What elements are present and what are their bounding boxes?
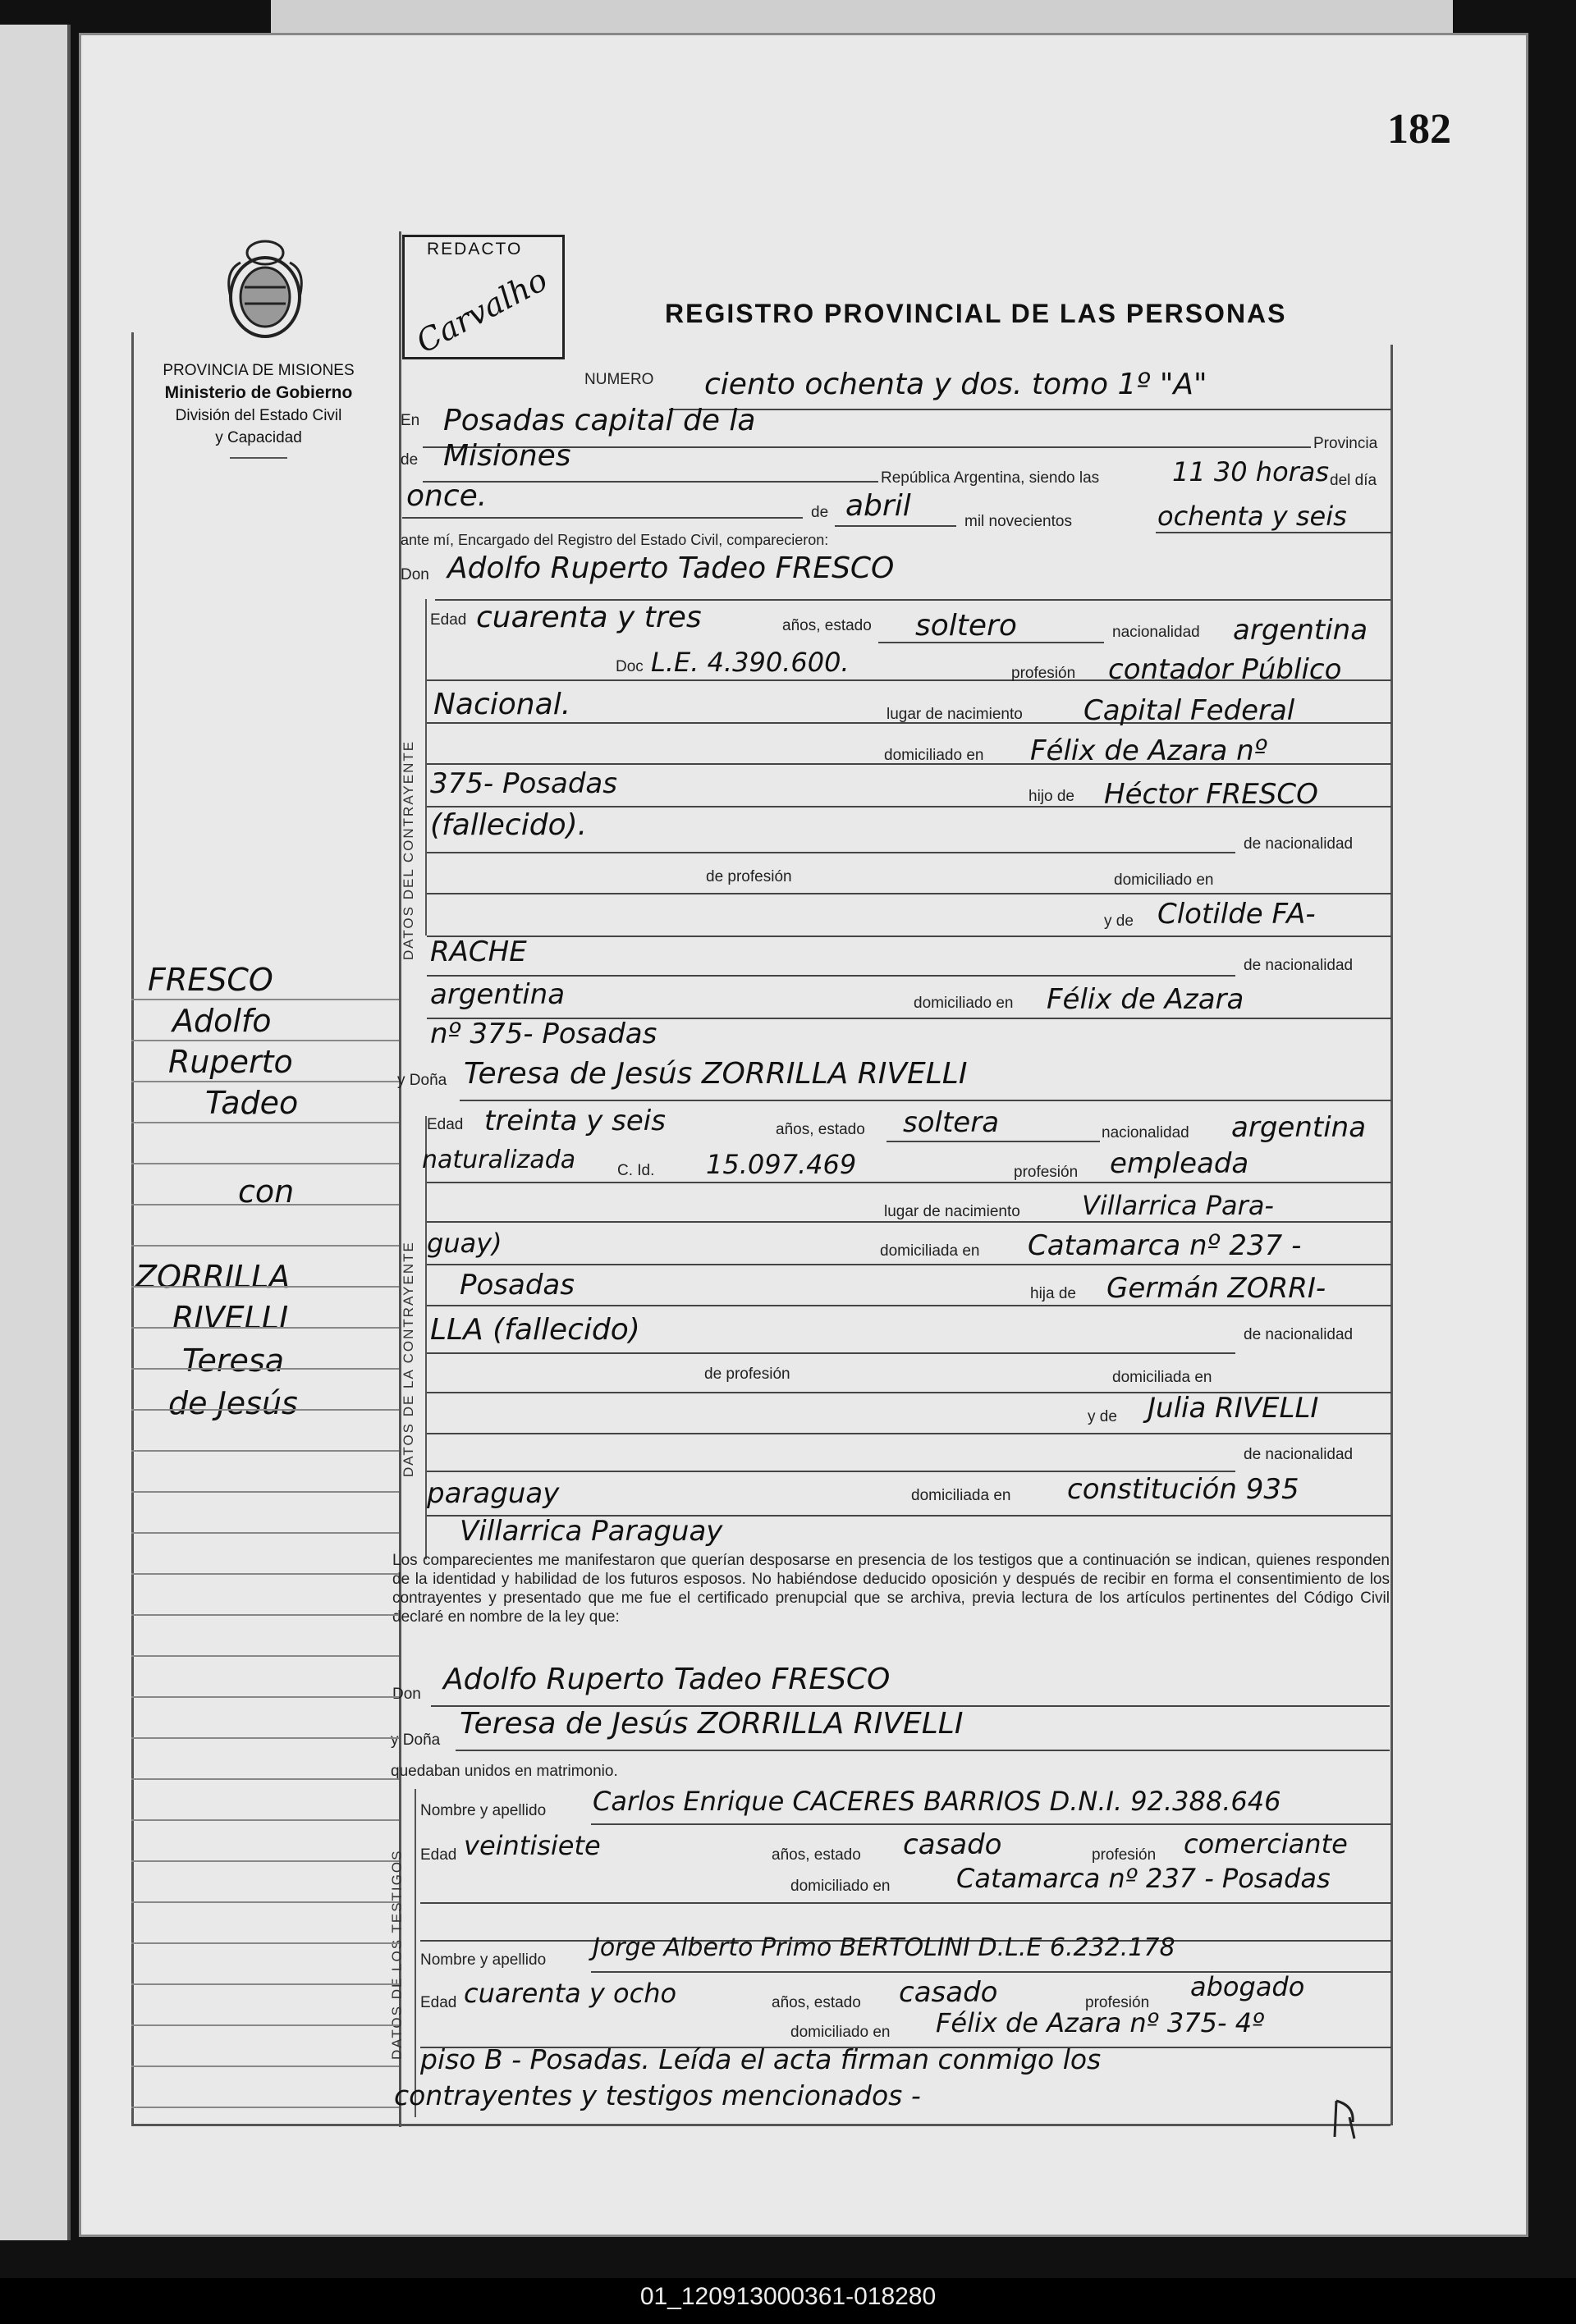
margin-line-3: Ruperto bbox=[168, 1044, 293, 1080]
de-label-2: de bbox=[811, 504, 829, 521]
margin-line-8: Teresa bbox=[182, 1343, 284, 1379]
profesion-label: profesión bbox=[1011, 665, 1076, 682]
rule bbox=[427, 1471, 1235, 1472]
testigo2-domicilio: Félix de Azara nº 375- 4º bbox=[936, 2007, 1265, 2038]
testigo2-domiciliado-label: domiciliado en bbox=[790, 2024, 891, 2041]
de-nacionalidad-label-3: de nacionalidad bbox=[1244, 1326, 1354, 1343]
de-profesion-label-2: de profesión bbox=[704, 1366, 790, 1383]
anios-estado-label: años, estado bbox=[782, 617, 872, 634]
rule bbox=[835, 525, 956, 527]
contrayente1-padre-cont: (fallecido). bbox=[430, 808, 588, 842]
contrayente2-lugar-cont: guay) bbox=[427, 1228, 502, 1259]
contrayente1-doc: L.E. 4.390.600. bbox=[651, 647, 850, 678]
union-dona-label: y Doña bbox=[391, 1732, 441, 1749]
testigo1-domiciliado-label: domiciliado en bbox=[790, 1878, 891, 1895]
rule bbox=[427, 1352, 1235, 1354]
contrayente2-padre-cont: LLA (fallecido) bbox=[430, 1313, 640, 1347]
rule bbox=[427, 852, 1235, 853]
closing-line-1: piso B - Posadas. Leída el acta firman conmigo los bbox=[420, 2043, 1102, 2075]
profesion-label-2: profesión bbox=[1014, 1164, 1079, 1181]
testigo2-edad-label: Edad bbox=[420, 1994, 457, 2011]
contrayente2-madre-nacionalidad: paraguay bbox=[427, 1477, 560, 1510]
testigo2-profesion-label: profesión bbox=[1085, 1994, 1150, 2011]
ministry-name: Ministerio de Gobierno bbox=[164, 383, 353, 402]
section3-rule bbox=[415, 1789, 416, 2117]
del-dia-label: del día bbox=[1330, 472, 1377, 489]
contrayente1-madre: Clotilde FA- bbox=[1157, 898, 1316, 931]
provincia-label: Provincia bbox=[1313, 435, 1378, 452]
contrayente1-padre: Héctor FRESCO bbox=[1104, 778, 1318, 811]
dona-label: y Doña bbox=[397, 1072, 447, 1089]
stamp-label: REDACTO bbox=[427, 240, 523, 258]
edad-label-2: Edad bbox=[427, 1116, 464, 1133]
de-label: de bbox=[401, 451, 419, 469]
testigo2-anios-label: años, estado bbox=[772, 1994, 861, 2011]
doc-label: Doc bbox=[616, 658, 644, 675]
union-dona: Teresa de Jesús ZORRILLA RIVELLI bbox=[460, 1707, 964, 1741]
domiciliada-label-2: domiciliada en bbox=[1112, 1369, 1212, 1386]
contrayente1-name: Adolfo Ruperto Tadeo FRESCO bbox=[447, 551, 895, 585]
y-de-label: y de bbox=[1104, 913, 1134, 930]
contrayente2-nacionalidad: argentina bbox=[1231, 1111, 1367, 1144]
contrayente2-madre: Julia RIVELLI bbox=[1148, 1392, 1319, 1425]
domiciliada-label: domiciliada en bbox=[880, 1242, 980, 1260]
de-nacionalidad-label: de nacionalidad bbox=[1244, 835, 1354, 853]
contrayente1-profesion: contador Público bbox=[1108, 653, 1342, 686]
dia-value: once. bbox=[406, 479, 488, 513]
testigo2-edad: cuarenta y ocho bbox=[464, 1978, 677, 2009]
anio-value: ochenta y seis bbox=[1157, 501, 1347, 532]
rule bbox=[427, 1305, 1391, 1306]
closing-line-2: contrayentes y testigos mencionados - bbox=[394, 2079, 921, 2111]
de-nacionalidad-label-2: de nacionalidad bbox=[1244, 957, 1354, 974]
contrayente1-madre-cont: RACHE bbox=[430, 936, 527, 968]
anios-estado-label-2: años, estado bbox=[776, 1121, 865, 1138]
contrayente1-profesion-cont: Nacional. bbox=[433, 688, 571, 721]
section-label-testigos: DATOS DE LOS TESTIGOS bbox=[389, 1849, 405, 2060]
image-caption: 01_120913000361-018280 bbox=[639, 2283, 937, 2310]
testigo1-profesion-label: profesión bbox=[1092, 1846, 1157, 1864]
margin-line-9: de Jesús bbox=[168, 1385, 298, 1421]
stamp-signature: Carvalho bbox=[410, 261, 553, 360]
numero-label: NUMERO bbox=[584, 371, 654, 388]
margin-line-5: con bbox=[238, 1173, 295, 1210]
rule bbox=[427, 893, 1391, 894]
contrayente1-lugar: Capital Federal bbox=[1084, 694, 1295, 727]
testigo2-nombre-label: Nombre y apellido bbox=[420, 1951, 547, 1969]
book-edge bbox=[271, 0, 1453, 33]
section-label-contrayente: DATOS DEL CONTRAYENTE bbox=[401, 739, 416, 960]
quedaban-label: quedaban unidos en matrimonio. bbox=[391, 1763, 618, 1780]
margin-line-7: RIVELLI bbox=[172, 1300, 289, 1336]
domiciliado-en-label: domiciliado en bbox=[884, 747, 984, 764]
left-page-edge bbox=[0, 25, 71, 2240]
rule bbox=[427, 1264, 1391, 1265]
contrayente1-madre-nacionalidad: argentina bbox=[430, 978, 566, 1011]
numero-value: ciento ochenta y dos. tomo 1º "A" bbox=[704, 368, 1207, 401]
contrayente2-estado: soltera bbox=[903, 1106, 1000, 1139]
contrayente2-madre-domicilio: constitución 935 bbox=[1067, 1473, 1299, 1506]
section1-rule bbox=[425, 599, 427, 936]
contrayente2-name: Teresa de Jesús ZORRILLA RIVELLI bbox=[464, 1057, 968, 1091]
contrayente2-edad: treinta y seis bbox=[484, 1105, 666, 1137]
don-label: Don bbox=[401, 566, 429, 583]
testigo1-nombre-label: Nombre y apellido bbox=[420, 1802, 547, 1819]
rule bbox=[886, 1141, 1100, 1142]
contrayente1-nacionalidad: argentina bbox=[1233, 614, 1368, 647]
registry-title: REGISTRO PROVINCIAL DE LAS PERSONAS bbox=[665, 299, 1287, 328]
contrayente2-lugar: Villarrica Para- bbox=[1082, 1190, 1274, 1221]
contrayente2-doc: 15.097.469 bbox=[706, 1149, 857, 1180]
contrayente1-madre-domicilio: Félix de Azara bbox=[1047, 983, 1244, 1016]
de-profesion-label: de profesión bbox=[706, 868, 792, 885]
de-nacionalidad-label-4: de nacionalidad bbox=[1244, 1446, 1354, 1463]
margin-line-2: Adolfo bbox=[172, 1003, 272, 1039]
declaration-text: Los comparecientes me manifestaron que querían desposarse en presencia de los testigos que a continuación se indican, quienes responden de la identidad y habilidad de los futuros esposos. No habiéndose deducido oposición y después de recibir en forma el consentimiento de los contrayentes y presentado que me fue el certificado prenupcial que se archiva, previa lectura de los artículos pertinentes del Código Civil declaré en nombre de la ley que: bbox=[392, 1552, 1390, 1626]
domiciliado-label-2: domiciliado en bbox=[914, 995, 1014, 1012]
rule bbox=[420, 1902, 1391, 1904]
union-don-label: Don bbox=[392, 1686, 421, 1703]
page-number: 182 bbox=[1387, 106, 1451, 153]
en-label: En bbox=[401, 412, 420, 429]
coat-of-arms-icon bbox=[220, 238, 310, 345]
rule bbox=[456, 1750, 1390, 1751]
testigo1-domicilio: Catamarca nº 237 - Posadas bbox=[956, 1863, 1331, 1894]
de-value: Misiones bbox=[443, 439, 571, 473]
rule bbox=[427, 975, 1235, 977]
signature-mark-icon bbox=[1330, 2098, 1363, 2140]
rule bbox=[427, 1182, 1391, 1183]
testigo1-anios-label: años, estado bbox=[772, 1846, 861, 1864]
rule bbox=[1156, 532, 1392, 533]
contrayente2-madre-domicilio-cont: Villarrica Paraguay bbox=[460, 1515, 723, 1548]
edad-label: Edad bbox=[430, 611, 467, 629]
contrayente1-edad: cuarenta y tres bbox=[476, 601, 702, 634]
section-label-contrayenta: DATOS DE LA CONTRAYENTE bbox=[401, 1241, 416, 1477]
margin-rules bbox=[131, 960, 399, 2125]
horas-value: 11 30 horas bbox=[1172, 456, 1330, 487]
testigo1-estado: casado bbox=[903, 1828, 1002, 1861]
province-name: PROVINCIA DE MISIONES bbox=[163, 362, 355, 379]
rule bbox=[427, 936, 1391, 937]
republica-label: República Argentina, siendo las bbox=[881, 469, 1100, 487]
hija-de-label: hija de bbox=[1030, 1285, 1076, 1302]
contrayente1-domicilio: Félix de Azara nº bbox=[1030, 734, 1267, 767]
ante-label: ante mí, Encargado del Registro del Estado Civil, comparecieron: bbox=[401, 532, 829, 548]
mil-label: mil novecientos bbox=[964, 513, 1072, 530]
testigo1-edad-label: Edad bbox=[420, 1846, 457, 1864]
y-de-label-2: y de bbox=[1088, 1408, 1117, 1425]
rule bbox=[591, 1823, 1391, 1825]
testigo1-profesion: comerciante bbox=[1184, 1828, 1348, 1860]
lugar-label: lugar de nacimiento bbox=[886, 706, 1023, 723]
margin-line-1: FRESCO bbox=[148, 962, 273, 998]
en-value: Posadas capital de la bbox=[443, 404, 756, 437]
domiciliada-label-3: domiciliada en bbox=[911, 1487, 1011, 1504]
testigo1-edad: veintisiete bbox=[464, 1830, 601, 1861]
nacionalidad-label: nacionalidad bbox=[1112, 624, 1200, 641]
domiciliado-label: domiciliado en bbox=[1114, 872, 1214, 889]
testigo2-estado: casado bbox=[899, 1976, 998, 2009]
division-name: División del Estado Civil bbox=[175, 407, 342, 424]
rule bbox=[460, 1100, 1391, 1101]
nacionalidad-label-2: nacionalidad bbox=[1102, 1124, 1189, 1141]
contrayente1-estado: soltero bbox=[915, 609, 1017, 643]
contrayente2-padre: Germán ZORRI- bbox=[1106, 1272, 1326, 1305]
testigo1-name: Carlos Enrique CACERES BARRIOS D.N.I. 92.388.646 bbox=[593, 1786, 1281, 1817]
contrayente2-nacionalidad-cont: naturalizada bbox=[422, 1146, 576, 1174]
capacity-name: y Capacidad bbox=[215, 429, 302, 446]
cid-label: C. Id. bbox=[617, 1162, 655, 1179]
testigo2-profesion: abogado bbox=[1190, 1971, 1305, 2002]
rule bbox=[402, 517, 803, 519]
right-rule bbox=[1390, 345, 1393, 2125]
margin-line-6: ZORRILLA bbox=[135, 1259, 291, 1295]
lugar-label-2: lugar de nacimiento bbox=[884, 1203, 1020, 1220]
testigo2-name: Jorge Alberto Primo BERTOLINI D.L.E 6.232.178 bbox=[593, 1933, 1175, 1962]
divider bbox=[230, 457, 287, 459]
issuing-office bbox=[135, 359, 382, 459]
margin-line-4: Tadeo bbox=[205, 1085, 299, 1121]
rule bbox=[427, 1221, 1391, 1223]
contrayente2-domicilio-cont: Posadas bbox=[460, 1269, 575, 1302]
union-don: Adolfo Ruperto Tadeo FRESCO bbox=[443, 1663, 891, 1696]
contrayente2-domicilio: Catamarca nº 237 - bbox=[1028, 1229, 1302, 1262]
contrayente1-domicilio-cont: 375- Posadas bbox=[430, 767, 617, 800]
rule bbox=[427, 1433, 1391, 1434]
contrayente2-profesion: empleada bbox=[1110, 1147, 1249, 1180]
rule bbox=[669, 409, 1391, 410]
margin-right-rule bbox=[399, 231, 401, 2127]
rule bbox=[423, 481, 878, 483]
hijo-de-label: hijo de bbox=[1029, 788, 1074, 805]
mes-value: abril bbox=[845, 489, 911, 523]
contrayente1-madre-domicilio-cont: nº 375- Posadas bbox=[430, 1018, 657, 1050]
